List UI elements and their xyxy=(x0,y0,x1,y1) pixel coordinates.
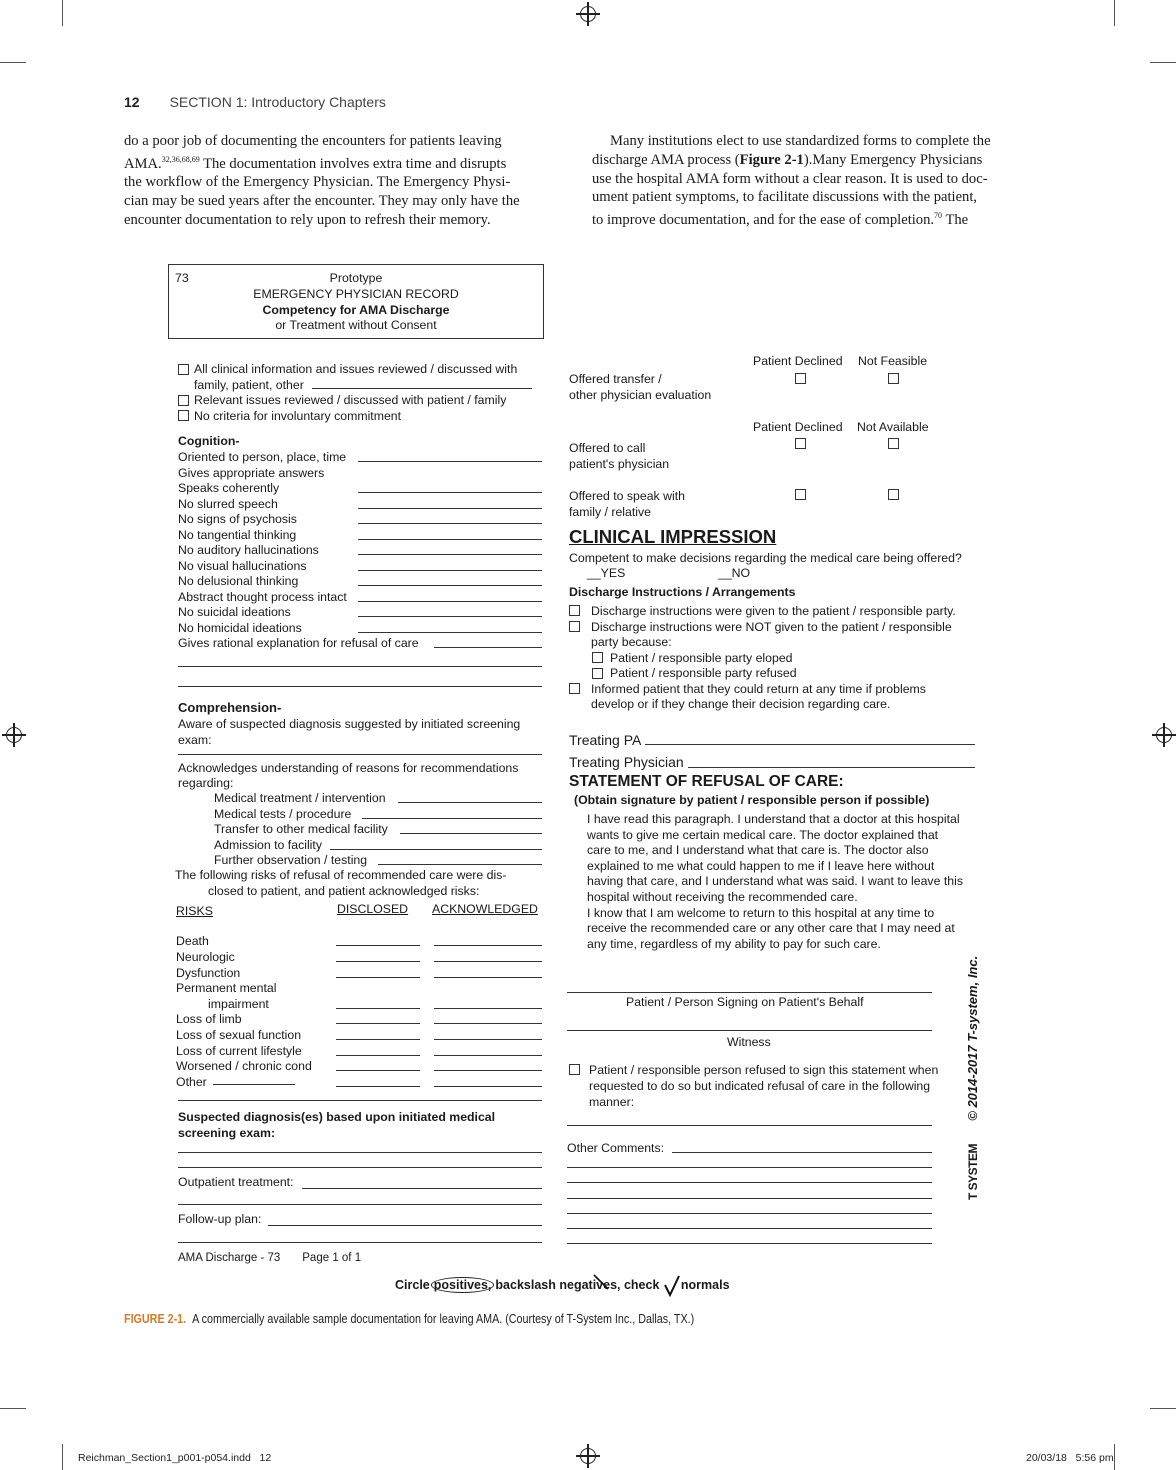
text-line: cian may be sued years after the encounter. They may only have the xyxy=(124,193,520,210)
cognition-item: No homicidal ideations xyxy=(178,620,302,635)
write-line[interactable] xyxy=(358,554,542,555)
checkbox[interactable] xyxy=(795,373,806,384)
risk-item: Death xyxy=(176,934,209,948)
slug-date: 20/03/18 5:56 pm xyxy=(1026,1452,1114,1464)
discharge-option: develop or if they change their decision regarding care. xyxy=(591,697,891,711)
checkbox[interactable] xyxy=(888,438,899,449)
refusal-heading: STATEMENT OF REFUSAL OF CARE: xyxy=(569,773,844,790)
checkbox[interactable] xyxy=(592,668,603,679)
write-line[interactable] xyxy=(358,508,542,509)
check-label: No criteria for involuntary commitment xyxy=(194,409,402,423)
clinical-impression-heading: CLINICAL IMPRESSION xyxy=(569,526,777,547)
write-line[interactable] xyxy=(178,1204,542,1205)
write-line[interactable] xyxy=(178,1167,542,1168)
write-line[interactable] xyxy=(567,1198,932,1199)
section-title: SECTION 1: Introductory Chapters xyxy=(169,94,386,110)
disclosed-line[interactable] xyxy=(336,945,420,946)
write-line[interactable] xyxy=(178,1152,542,1153)
copyright-text: © 2014-2017 T-system, Inc. xyxy=(965,955,980,1121)
cognition-heading: Cognition- xyxy=(178,434,240,448)
yes-option[interactable]: __YES xyxy=(587,566,626,580)
figure-label: FIGURE 2-1. xyxy=(124,1312,187,1326)
write-line[interactable] xyxy=(434,647,542,648)
risk-item: Worsened / chronic cond xyxy=(176,1059,312,1073)
checkbox[interactable] xyxy=(178,410,189,421)
write-line[interactable] xyxy=(567,1167,932,1168)
ack-line: regarding: xyxy=(178,776,234,790)
write-line[interactable] xyxy=(330,849,542,850)
refusal-line: I have read this paragraph. I understand that a doctor at this hospital xyxy=(587,812,960,826)
no-option[interactable]: __NO xyxy=(718,566,751,580)
disclosed-line[interactable] xyxy=(336,1070,420,1071)
treating-pa-label: Treating PA xyxy=(569,732,642,748)
cognition-item: No auditory hallucinations xyxy=(178,543,319,557)
write-line[interactable] xyxy=(358,601,542,602)
write-line[interactable] xyxy=(567,1125,932,1126)
text-line: ument patient symptoms, to facilitate discussions with the patient, xyxy=(592,189,978,206)
signature-line[interactable] xyxy=(567,992,932,993)
acknowledged-line[interactable] xyxy=(434,1023,542,1024)
text-line: Many institutions elect to use standardized forms to complete the xyxy=(610,133,991,149)
discharge-suboption: Patient / responsible party refused xyxy=(610,666,797,680)
risk-item: Loss of sexual function xyxy=(176,1028,302,1042)
checkbox[interactable] xyxy=(888,489,899,500)
checkbox[interactable] xyxy=(178,364,189,375)
disclosed-line[interactable] xyxy=(336,977,420,978)
checkbox[interactable] xyxy=(795,489,806,500)
write-line[interactable] xyxy=(178,666,542,667)
figure-caption-text: A commercially available sample documentation for leaving AMA. (Courtesy of T-System Inc., Dallas, TX.) xyxy=(192,1312,695,1326)
check-label: Relevant issues reviewed / discussed with patient / family xyxy=(194,393,507,407)
checkbox[interactable] xyxy=(178,395,189,406)
form-title-line: Competency for AMA Discharge xyxy=(262,303,450,317)
form-title-line: EMERGENCY PHYSICIAN RECORD xyxy=(253,287,459,301)
acknowledged-line[interactable] xyxy=(434,1086,542,1087)
text-line: use the hospital AMA form without a clear reason. It is used to doc- xyxy=(592,170,988,187)
text-line: the workflow of the Emergency Physician. The Emergency Physi- xyxy=(124,174,511,191)
refused-text: Patient / responsible person refused to sign this statement when xyxy=(589,1063,939,1077)
refusal-line: care to me, and I understand what that care is. The doctor also xyxy=(587,843,929,858)
cognition-item: No suicidal ideations xyxy=(178,605,291,619)
disclosed-line[interactable] xyxy=(336,1008,420,1009)
discharge-heading: Discharge Instructions / Arrangements xyxy=(569,585,796,599)
ack-item: Further observation / testing xyxy=(214,853,368,867)
ack-item: Admission to facility xyxy=(214,837,322,852)
outpatient-label: Outpatient treatment: xyxy=(178,1175,294,1189)
risk-item: impairment xyxy=(208,997,269,1011)
text-line: AMA.$^{32,36,68,69}$ The documentation involves extra time and disrupts xyxy=(124,154,507,172)
circle-mark: positives, xyxy=(431,1277,495,1293)
checkmark-icon xyxy=(663,1275,681,1297)
write-line[interactable] xyxy=(178,1242,542,1243)
crop-mark xyxy=(1150,1408,1176,1409)
crop-mark xyxy=(0,62,26,63)
other-comments-label: Other Comments: xyxy=(567,1141,665,1155)
checkbox[interactable] xyxy=(592,652,603,663)
write-line[interactable] xyxy=(362,818,542,819)
page-number: 12 xyxy=(124,94,140,110)
cognition-item: No delusional thinking xyxy=(178,574,299,588)
write-line[interactable] xyxy=(358,585,542,586)
risks-intro: The following risks of refusal of recommended care were dis- xyxy=(175,868,507,882)
col-patient-declined: Patient Declined xyxy=(753,354,843,368)
form-footer: AMA Discharge - 73 Page 1 of 1 xyxy=(178,1252,362,1264)
write-line[interactable] xyxy=(672,1152,932,1153)
write-line[interactable] xyxy=(358,539,542,540)
offered-speak: family / relative xyxy=(569,505,652,519)
body-column-right xyxy=(592,132,1032,230)
followup-label: Follow-up plan: xyxy=(178,1212,262,1226)
write-line[interactable] xyxy=(645,744,975,745)
ack-line: Acknowledges understanding of reasons for recommendations xyxy=(178,761,519,775)
crop-mark xyxy=(62,0,63,26)
check-label: All clinical information and issues reviewed / discussed with xyxy=(194,362,518,376)
crop-mark xyxy=(62,1444,63,1470)
refused-text: manner: xyxy=(589,1095,635,1109)
crop-mark xyxy=(0,1408,26,1409)
refusal-line: I know that I am welcome to return to this hospital at any time to xyxy=(587,905,935,920)
registration-mark-icon xyxy=(580,1448,596,1464)
write-line[interactable] xyxy=(178,1100,542,1101)
write-line[interactable] xyxy=(567,1213,932,1214)
col-not-available: Not Available xyxy=(857,420,929,434)
form-title-line: or Treatment without Consent xyxy=(275,318,437,332)
marking-legend: Circle positives, backslash negatives, check normals xyxy=(395,1275,730,1297)
acknowledged-line[interactable] xyxy=(434,1039,542,1040)
write-line[interactable] xyxy=(567,1182,932,1183)
write-line[interactable] xyxy=(398,802,542,803)
disclosed-line[interactable] xyxy=(336,1023,420,1024)
checkbox[interactable] xyxy=(569,683,580,694)
risk-item: Neurologic xyxy=(176,950,235,964)
discharge-suboption: Patient / responsible party eloped xyxy=(610,651,793,665)
refusal-line: any time, regardless of my ability to pay for such care. xyxy=(587,936,881,951)
body-column-left xyxy=(124,132,564,230)
tsystem-logo: T SYSTEM xyxy=(966,1143,980,1200)
disclosed-line[interactable] xyxy=(336,1039,420,1040)
registration-mark-icon xyxy=(580,6,596,22)
cognition-item: Gives appropriate answers xyxy=(178,465,325,480)
checkbox[interactable] xyxy=(569,1064,580,1075)
refusal-subheading: (Obtain signature by patient / responsible person if possible) xyxy=(574,793,930,807)
write-line[interactable] xyxy=(378,864,542,865)
write-line[interactable] xyxy=(567,1243,932,1244)
registration-mark-icon xyxy=(1156,727,1172,743)
refusal-line: receive the recommended care or any other care that I may need at xyxy=(587,921,955,936)
discharge-option: Discharge instructions were given to the patient / responsible party. xyxy=(591,604,956,618)
comp-line: exam: xyxy=(178,733,212,747)
cognition-item: Abstract thought process intact xyxy=(178,589,347,604)
figure-caption xyxy=(124,1312,694,1326)
running-header xyxy=(124,94,386,110)
copyright-vertical xyxy=(965,956,980,1200)
signature-label: Patient / Person Signing on Patient's Behalf xyxy=(626,995,864,1009)
text-line: do a poor job of documenting the encounters for patients leaving xyxy=(124,133,502,149)
write-line[interactable] xyxy=(312,388,532,389)
cognition-item: Gives rational explanation for refusal of care xyxy=(178,636,419,650)
offered-speak: Offered to speak with xyxy=(569,489,685,503)
write-line[interactable] xyxy=(178,686,542,687)
form-title-box xyxy=(168,264,544,339)
disclosed-line[interactable] xyxy=(336,961,420,962)
disclosed-header: DISCLOSED xyxy=(337,902,409,916)
acknowledged-line[interactable] xyxy=(434,945,542,946)
risks-intro: closed to patient, and patient acknowledged risks: xyxy=(208,884,480,898)
registration-mark-icon xyxy=(6,727,22,743)
write-line[interactable] xyxy=(358,616,542,617)
treating-physician-label: Treating Physician xyxy=(569,754,684,770)
text-line: discharge AMA process (Figure 2-1).Many Emergency Physicians xyxy=(592,151,983,168)
suspected-heading: Suspected diagnosis(es) based upon initiated medical xyxy=(178,1110,496,1124)
ack-item: Transfer to other medical facility xyxy=(214,822,388,836)
checkbox[interactable] xyxy=(569,605,580,616)
risk-item: Dysfunction xyxy=(176,966,241,980)
cognition-item: No tangential thinking xyxy=(178,527,297,542)
risk-item: Permanent mental xyxy=(176,981,277,995)
text-line: encounter documentation to rely upon to refresh their memory. xyxy=(124,212,491,229)
write-line[interactable] xyxy=(358,492,542,493)
col-not-feasible: Not Feasible xyxy=(858,354,928,368)
check-label: family, patient, other xyxy=(194,378,304,392)
form-title-line: Prototype xyxy=(329,271,383,285)
acknowledged-line[interactable] xyxy=(434,961,542,962)
risk-item: Loss of limb xyxy=(176,1012,242,1026)
write-line[interactable] xyxy=(358,461,542,462)
witness-label: Witness xyxy=(727,1035,771,1049)
refusal-line: explained to me what could happen to me if I leave here without xyxy=(587,858,935,873)
disclosed-line[interactable] xyxy=(336,1086,420,1087)
offered-call: Offered to call xyxy=(569,441,646,455)
refusal-line: hospital without receiving the recommended care. xyxy=(587,890,858,904)
write-line[interactable] xyxy=(302,1188,542,1189)
acknowledged-header: ACKNOWLEDGED xyxy=(432,902,538,916)
write-line[interactable] xyxy=(400,833,542,834)
col-patient-declined: Patient Declined xyxy=(753,420,843,434)
write-line[interactable] xyxy=(213,1084,295,1085)
signature-line[interactable] xyxy=(567,1030,932,1031)
crop-mark xyxy=(1150,62,1176,63)
disclosed-line[interactable] xyxy=(336,1055,420,1056)
backslash-mark-icon xyxy=(592,1273,612,1291)
competent-question: Competent to make decisions regarding the medical care being offered? xyxy=(569,551,962,565)
write-line[interactable] xyxy=(268,1225,542,1226)
discharge-option: Informed patient that they could return at any time if problems xyxy=(591,682,926,696)
form-number: 73 xyxy=(175,271,189,285)
ack-item: Medical treatment / intervention xyxy=(214,791,386,805)
offered-transfer: other physician evaluation xyxy=(569,388,712,402)
suspected-heading: screening exam: xyxy=(178,1126,276,1140)
write-line[interactable] xyxy=(358,570,542,571)
cognition-item: No slurred speech xyxy=(178,496,278,511)
acknowledged-line[interactable] xyxy=(434,1055,542,1056)
risk-item: Other xyxy=(176,1075,207,1089)
slug-file: Reichman_Section1_p001-p054.indd 12 xyxy=(78,1452,272,1464)
offered-transfer: Offered transfer / xyxy=(569,372,662,386)
write-line[interactable] xyxy=(358,523,542,524)
crop-mark xyxy=(1114,0,1115,26)
text-line: to improve documentation, and for the ease of completion.$^{70}$ The xyxy=(592,211,969,229)
acknowledged-line[interactable] xyxy=(434,1008,542,1009)
acknowledged-line[interactable] xyxy=(434,977,542,978)
refused-text: requested to do so but indicated refusal of care in the following xyxy=(589,1079,931,1093)
checkbox[interactable] xyxy=(888,373,899,384)
offered-call: patient's physician xyxy=(569,457,670,471)
refusal-line: wants to give me certain medical care. The doctor explained that xyxy=(587,827,939,842)
write-line[interactable] xyxy=(567,1228,932,1229)
refusal-line: having that care, and I understand what was said. I want to leave this xyxy=(587,874,963,889)
write-line[interactable] xyxy=(358,632,542,633)
cognition-item: Speaks coherently xyxy=(178,481,280,495)
ack-item: Medical tests / procedure xyxy=(214,806,352,821)
write-line[interactable] xyxy=(178,754,542,755)
discharge-option: Discharge instructions were NOT given to the patient / responsible xyxy=(591,620,952,634)
write-line[interactable] xyxy=(688,767,975,768)
risks-header: RISKS xyxy=(176,904,213,918)
comprehension-heading: Comprehension- xyxy=(178,700,282,715)
checkbox[interactable] xyxy=(569,621,580,632)
cognition-item: Oriented to person, place, time xyxy=(178,450,347,464)
cognition-item: No signs of psychosis xyxy=(178,512,297,526)
crop-mark xyxy=(1114,1444,1115,1470)
acknowledged-line[interactable] xyxy=(434,1070,542,1071)
comp-line: Aware of suspected diagnosis suggested by initiated screening xyxy=(178,717,521,731)
cognition-item: No visual hallucinations xyxy=(178,558,307,573)
checkbox[interactable] xyxy=(795,438,806,449)
risk-item: Loss of current lifestyle xyxy=(176,1044,302,1058)
discharge-option: party because: xyxy=(591,635,672,649)
